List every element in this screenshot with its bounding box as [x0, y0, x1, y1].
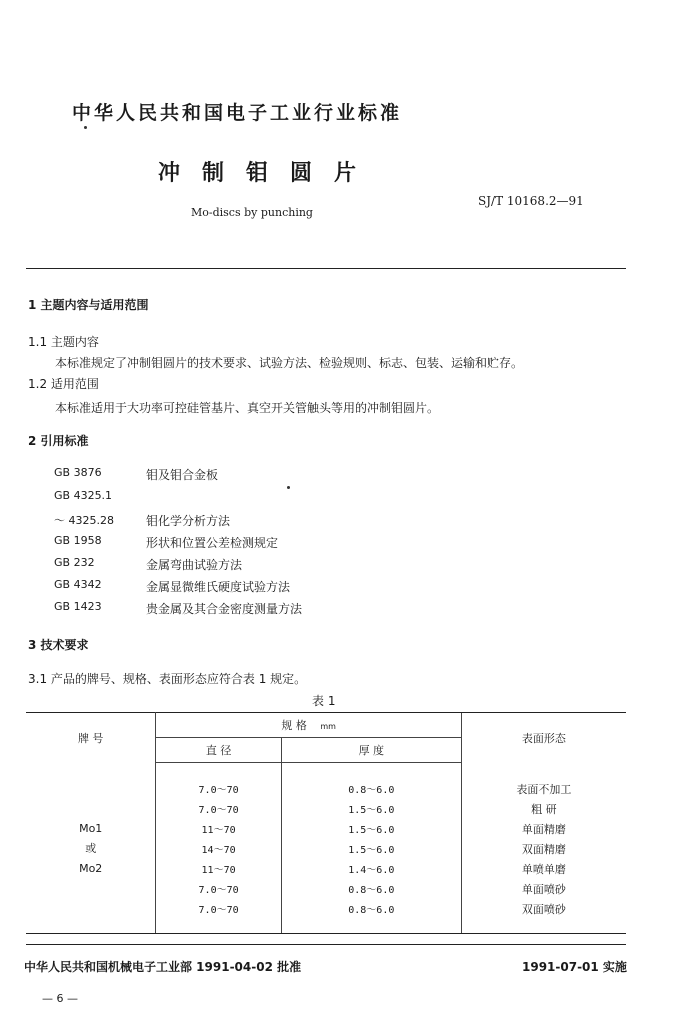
reference-code: GB 1423 [54, 600, 102, 613]
footer-rule [26, 944, 626, 945]
reference-title: 形状和位置公差检测规定 [146, 536, 279, 550]
column-header-mark: 牌 号 [26, 713, 156, 763]
column-header-thickness: 厚 度 [281, 738, 461, 763]
reference-code: GB 3876 [54, 466, 102, 479]
reference-title: 金属弯曲试验方法 [146, 558, 243, 572]
thickness-cell: 1.4～6.0 [348, 865, 395, 876]
header-rule [26, 268, 626, 269]
section-1-2-text: 本标准适用于大功率可控硅管基片、真空开关管触头等用的冲制钼圆片。 [55, 401, 440, 415]
implementation-date: 1991-07-01 实施 [522, 960, 627, 974]
diameter-cell: 14～70 [156, 839, 281, 859]
column-header-surface: 表面形态 [461, 713, 626, 763]
surface-cell: 单面喷砂 [461, 879, 626, 899]
reference-code: ～ 4325.28 [54, 514, 114, 527]
spec-table [26, 712, 626, 934]
mark-item: 或 [85, 841, 97, 855]
table-caption: 表 1 [312, 694, 336, 708]
thickness-cell: 0.8～6.0 [348, 905, 395, 916]
surface-cell: 粗 研 [461, 799, 626, 819]
mark-item: Mo2 [79, 861, 103, 875]
section-3-heading: 3 技术要求 [28, 638, 89, 652]
thickness-cell: 1.5～6.0 [348, 805, 395, 816]
reference-title: 贵金属及其合金密度测量方法 [146, 602, 303, 616]
english-title: Mo-discs by punching [191, 206, 313, 219]
surface-cell: 双面喷砂 [461, 899, 626, 919]
scan-speck [84, 126, 87, 129]
diameter-cell: 7.0～70 [156, 879, 281, 899]
section-1-1-text: 本标准规定了冲制钼圆片的技术要求、试验方法、检验规则、标志、包装、运输和贮存。 [55, 356, 524, 370]
diameter-cell: 7.0～70 [156, 799, 281, 819]
reference-title: 钼及钼合金板 [146, 468, 219, 482]
thickness-cell: 0.8～6.0 [348, 885, 395, 896]
reference-code: GB 1958 [54, 534, 102, 547]
surface-cell: 双面精磨 [461, 839, 626, 859]
column-header-spec [156, 713, 461, 738]
surface-cell: 单面精磨 [461, 819, 626, 839]
diameter-cell: 11～70 [156, 859, 281, 879]
diameter-cell: 11～70 [156, 819, 281, 839]
mark-item: Mo1 [79, 821, 103, 835]
section-1-2-heading: 1.2 适用范围 [28, 377, 99, 391]
reference-code: GB 232 [54, 556, 95, 569]
page-number: — 6 — [42, 992, 78, 1005]
approval-line: 中华人民共和国机械电子工业部 1991-04-02 批准 [24, 960, 302, 974]
reference-code: GB 4342 [54, 578, 102, 591]
thickness-cell: 1.5～6.0 [348, 825, 395, 836]
reference-code: GB 4325.1 [54, 489, 113, 502]
surface-cell: 表面不加工 [461, 779, 626, 799]
scan-speck [287, 486, 290, 489]
surface-cell: 单喷单磨 [461, 859, 626, 879]
diameter-cell: 7.0～70 [156, 779, 281, 799]
section-1-heading: 1 主题内容与适用范围 [28, 298, 149, 312]
standard-number: SJ/T 10168.2—91 [478, 194, 584, 208]
thickness-cell: 0.8～6.0 [348, 785, 395, 796]
diameter-cell: 7.0～70 [156, 899, 281, 919]
spec-unit: mm [320, 722, 336, 731]
mark-cell [26, 779, 156, 919]
section-3-1-text: 3.1 产品的牌号、规格、表面形态应符合表 1 规定。 [28, 672, 307, 686]
section-2-heading: 2 引用标准 [28, 434, 89, 448]
section-1-1-heading: 1.1 主题内容 [28, 335, 99, 349]
column-header-diameter: 直 径 [156, 738, 281, 763]
industry-standard-heading: 中华人民共和国电子工业行业标准 [72, 102, 403, 124]
reference-title: 钼化学分析方法 [146, 514, 231, 528]
document-title: 冲制钼圆片 [158, 161, 379, 186]
spec-label: 规 格 [281, 719, 307, 732]
thickness-cell: 1.5～6.0 [348, 845, 395, 856]
reference-title: 金属显微维氏硬度试验方法 [146, 580, 291, 594]
